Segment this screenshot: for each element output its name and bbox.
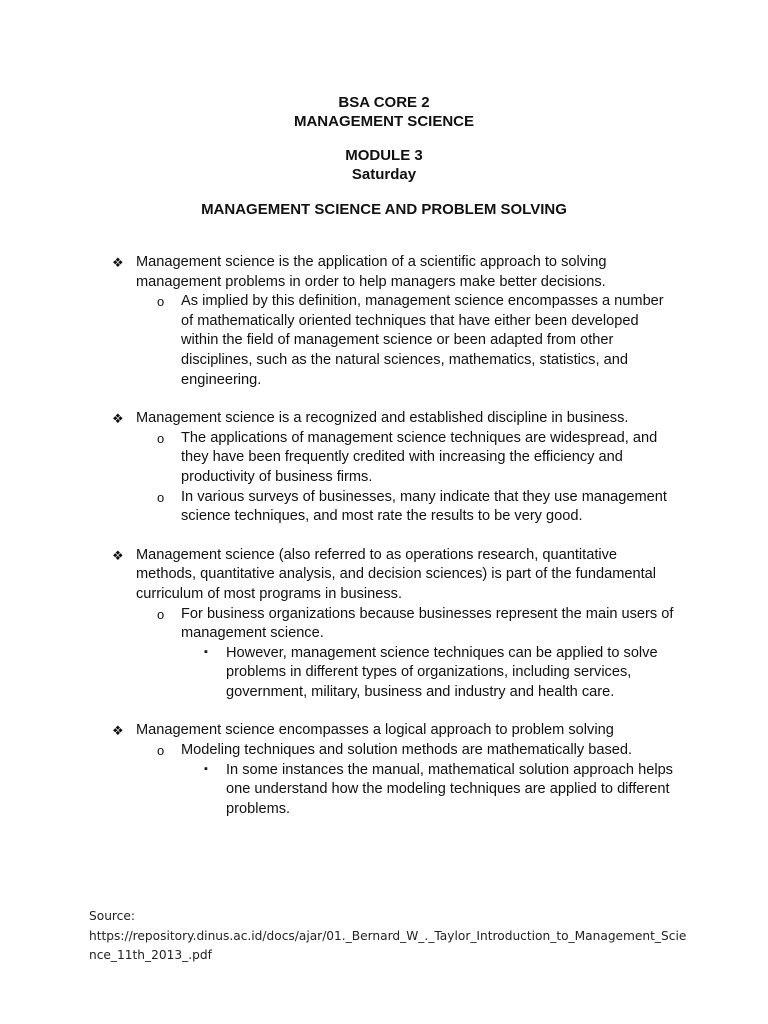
circle-bullet-icon: o xyxy=(157,489,165,505)
sub-text: In various surveys of businesses, many indicate that they use management science techniques, and most rate the results to be very good. xyxy=(181,488,667,525)
course-heading xyxy=(0,93,768,131)
circle-bullet-icon: o xyxy=(157,606,165,622)
square-bullet-icon: ▪ xyxy=(204,645,208,658)
diamond-bullet-icon: ❖ xyxy=(112,723,124,739)
diamond-bullet-icon: ❖ xyxy=(112,255,124,270)
bullet-text: Management science is a recognized and established discipline in business. xyxy=(136,410,629,427)
sub-text: The applications of management science techniques are widespread, and they have been frequently credited with increasing the efficiency and productivity of business firms. xyxy=(181,429,658,485)
bullet-text: Management science encompasses a logical approach to problem solving xyxy=(136,722,614,739)
module-number: MODULE 3 xyxy=(345,147,423,164)
sub-sub-item xyxy=(204,644,676,703)
sub-text: As implied by this definition, management science encompasses a number of mathematically oriented techniques that have either been developed within the field of management science or been adapted from other disciplines, such as the natural sciences, mathematics, statistics, and engineering. xyxy=(181,293,664,388)
circle-bullet-icon: o xyxy=(157,743,165,759)
sub-sub-text: In some instances the manual, mathematical solution approach helps one understand how the modeling techniques are applied to different problems. xyxy=(226,761,673,817)
sub-item xyxy=(157,429,676,488)
sub-text: For business organizations because businesses represent the main users of management science. xyxy=(181,605,674,642)
document-title: MANAGEMENT SCIENCE AND PROBLEM SOLVING xyxy=(201,201,567,218)
bullet-text: Management science is the application of a scientific approach to solving management problems in order to help managers make better decisions. xyxy=(136,254,607,290)
sub-sub-text: However, management science techniques can be applied to solve problems in different types of organizations, including services, government, military, business and industry and health care. xyxy=(226,644,658,700)
source-label: Source: xyxy=(89,909,135,923)
module-day: Saturday xyxy=(351,166,417,183)
sub-sub-item xyxy=(204,761,676,820)
bullet-item-2 xyxy=(112,409,676,527)
sub-item xyxy=(157,292,676,390)
course-name: MANAGEMENT SCIENCE xyxy=(293,113,474,130)
source-url[interactable]: https://repository.dinus.ac.id/docs/ajar/01._Bernard_W_._Taylor_Introduction_to_Management_Science_11th_2013_.pdf xyxy=(89,928,687,962)
bullet-item-4 xyxy=(112,721,676,819)
sub-item xyxy=(157,605,676,703)
source-citation xyxy=(89,907,689,966)
course-code: BSA CORE 2 xyxy=(338,94,430,111)
bullet-list xyxy=(0,253,768,838)
circle-bullet-icon: o xyxy=(157,430,165,446)
bullet-item-3 xyxy=(112,546,676,703)
sub-item xyxy=(157,741,676,819)
square-bullet-icon: ▪ xyxy=(204,762,208,775)
circle-bullet-icon: o xyxy=(157,294,165,310)
sub-item xyxy=(157,488,676,527)
bullet-text: Management science (also referred to as operations research, quantitative methods, quantitative analysis, and decision sciences) is part of the fundamental curriculum of most programs in business. xyxy=(136,546,656,602)
bullet-item-1 xyxy=(112,253,676,390)
module-heading xyxy=(0,146,768,184)
diamond-bullet-icon: ❖ xyxy=(112,547,124,563)
diamond-bullet-icon: ❖ xyxy=(112,411,124,427)
sub-text: Modeling techniques and solution methods are mathematically based. xyxy=(181,742,633,759)
